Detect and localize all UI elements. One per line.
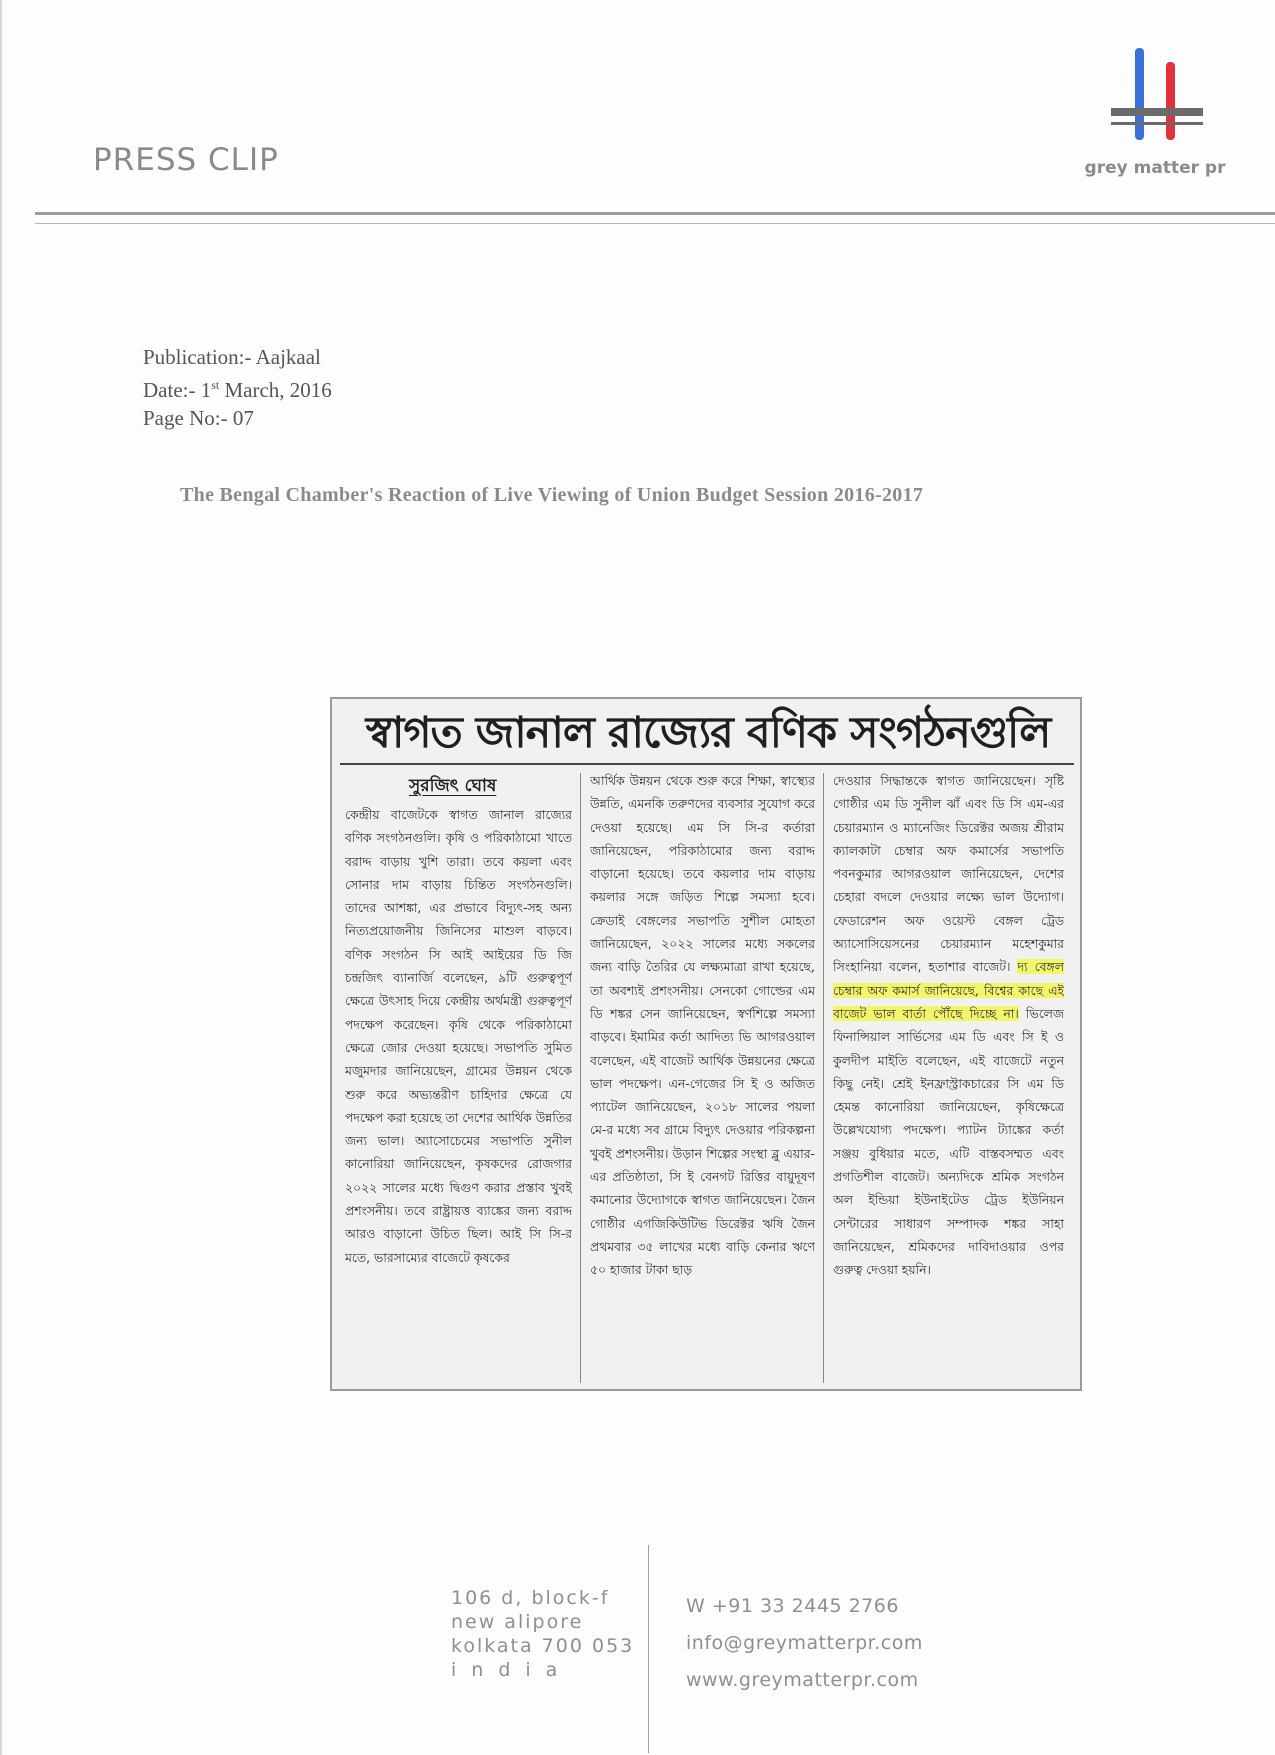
article-column-2 — [590, 769, 815, 1385]
highlighted-quote: দ্য বেঙ্গল চেম্বার অফ কমার্স জানিয়েছে, বিশ্বের কাছে এই বাজেট ভাল বার্তা পৌঁছে দিচ্ছে না। — [833, 959, 1064, 1021]
publication-meta — [143, 343, 332, 432]
grey-matter-logo-icon — [1108, 44, 1206, 154]
header-rule — [35, 212, 1275, 215]
column-3-text-b: ভিলেজ ফিনান্সিয়াল সার্ভিসের এম ডি এবং সি ই ও কুলদীপ মাইতি বলেছেন, এই বাজেটে নতুন কিছু নেই। শ্রেই ইনফ্রাস্ট্রাকচারের সি এম ডি হেমন্ত কানোরিয়া জানিয়েছেন, কৃষিক্ষেত্রে উল্লেখযোগ্য পদক্ষেপ। প্যাটন ট্যাঙ্কের কর্তা সঞ্জয় বুধিয়ার মতে, এটি বাস্তবসম্মত এবং প্রগতিশীল বাজেট। অন্যদিকে শ্রমিক সংগঠন অল ইন্ডিয়া ইউনাইটেড ট্রেড ইউনিয়ন সেন্টারের সাধারণ সম্পাদক শঙ্কর সাহা জানিয়েছেন, শ্রমিকদের দাবিদাওয়ার ওপর গুরুত্ব দেওয়া হয়নি। — [833, 1005, 1064, 1278]
address-line-3: kolkata 700 053 — [451, 1635, 635, 1657]
date-prefix: Date:- 1 — [143, 378, 212, 402]
clipping-headline: স্বাগত জানাল রাজ্যের বণিক সংগঠনগুলি — [365, 708, 1051, 758]
column-3-text-a: দেওয়ার সিদ্ধান্তকে স্বাগত জানিয়েছেন। সৃষ্টি গোষ্ঠীর এম ডি সুনীল ঝাঁ এবং ডি সি এম-এর চেয়ারম্যান ও ম্যানেজিং ডিরেক্টর অজয় শ্রীরাম ক্যালকাটা চেম্বার অফ কমার্সের সভাপতি পবনকুমার আগরওয়াল জানিয়েছেন, দেশের চেহারা বদলে দেওয়ার লক্ষ্যে ভাল উদ্যোগ। ফেডারেশন অফ ওয়েস্ট বেঙ্গল ট্রেড অ্যাসোসিয়েসনের চেয়ারম্যান মহেশকুমার সিংহানিয়া বলেন, হতাশার বাজেট। — [833, 773, 1064, 975]
date-sup: st — [211, 378, 220, 392]
clip-subject-title: The Bengal Chamber's Reaction of Live Viewing of Union Budget Session 2016-2017 — [180, 484, 924, 506]
column-2-text: আর্থিক উন্নয়ন থেকে শুরু করে শিক্ষা, স্বাস্থ্যের উন্নতি, এমনকি তরুণদের ব্যবসার সুযোগ করে দেওয়া হয়েছে। এম সি সি-র কর্তারা জানিয়েছেন, পরিকাঠামোর জন্য বরাদ্দ বাড়ানো হয়েছে। তবে কয়লার দাম বাড়ায় কয়লার সঙ্গে জড়িত শিল্পে সমস্যা হবে। ক্রেডাই বেঙ্গলের সভাপতি সুশীল মোহতা জানিয়েছেন, ২০২২ সালের মধ্যে সকলের জন্য বাড়ি তৈরির যে লক্ষ্যমাত্রা রাখা হয়েছে, তা অবশ্যই প্রশংসনীয়। সেনকো গোল্ডের এম ডি শঙ্কর সেন জানিয়েছেন, স্বর্ণশিল্পে সমস্যা বাড়বে। ইমামির কর্তা আদিত্য ভি আগরওয়াল বলেছেন, এই বাজেট আর্থিক উন্নয়নের ক্ষেত্রে ভাল পদক্ষেপ। এন-গেজের সি ই ও অজিত প্যাটেল জানিয়েছেন, ২০১৮ সালের পয়লা মে-র মধ্যে সব গ্রামে বিদ্যুৎ দেওয়ার পরিকল্পনা খুবই প্রশংসনীয়। উড়ান শিল্পের সংস্থা ব্লু এয়ার-এর প্রতিষ্ঠাতা, সি ই বেনগট রিত্তির বায়ুদূষণ কমানোর উদ্যোগকে স্বাগত জানিয়েছেন। জৈন গোষ্ঠীর এগজিকিউটিভ ডিরেক্টর ঋষি জৈন প্রথমবার ৩৫ লাখের মধ্যে বাড়ি কেনার ঋণে ৫০ হাজার টাকা ছাড় — [590, 773, 815, 1278]
column-divider — [823, 773, 824, 1383]
press-clip-label: PRESS CLIP — [93, 142, 279, 178]
date-suffix: March, 2016 — [219, 378, 332, 402]
article-column-3 — [833, 769, 1064, 1385]
article-column-1 — [345, 769, 572, 1389]
newspaper-clipping — [330, 697, 1082, 1391]
column-1-text: কেন্দ্রীয় বাজেটকে স্বাগত জানাল রাজ্যের বণিক সংগঠনগুলি। কৃষি ও পরিকাঠামো খাতে বরাদ্দ বাড়ায় খুশি তারা। তবে কয়লা এবং সোনার দাম বাড়ায় চিন্তিত সংগঠনগুলি। তাদের আশঙ্কা, এর প্রভাবে বিদ্যুৎ-সহ অন্য নিত্যপ্রয়োজনীয় জিনিসের মাশুল বাড়বে। বণিক সংগঠন সি আই আইয়ের ডি জি চন্দ্রজিৎ ব্যানার্জি বলেছেন, ৯টি গুরুত্বপূর্ণ ক্ষেত্রে উৎসাহ দিয়ে কেন্দ্রীয় অর্থমন্ত্রী গুরুত্বপূর্ণ পদক্ষেপ করেছেন। কৃষি থেকে পরিকাঠামো ক্ষেত্রে জোর দেওয়া হয়েছে। সভাপতি সুমিত মজুমদার জানিয়েছেন, গ্রামের উন্নয়ন থেকে শুরু করে অভ্যন্তরীণ চাহিদার ক্ষেত্রে যে পদক্ষেপ করা হয়েছে তা দেশের আর্থিক উন্নতির জন্য ভাল। অ্যাসোচেমের সভাপতি সুনীল কানোরিয়া জানিয়েছেন, কৃষকদের রোজগার ২০২২ সালের মধ্যে দ্বিগুণ করার প্রস্তাব খুবই প্রশংসনীয়। তবে রাষ্ট্রায়ত্ত ব্যাঙ্কের জন্য বরাদ্দ আরও বাড়ানো উচিত ছিল। আই সি সি-র মতে, ভারসাম্যের বাজেটে কৃষকের — [345, 807, 572, 1265]
publication-line: Publication:- Aajkaal — [143, 345, 321, 369]
phone-text: W +91 33 2445 2766 — [686, 1595, 899, 1617]
footer-address — [451, 1586, 634, 1682]
date-line — [143, 371, 332, 404]
address-line-2: new alipore — [451, 1611, 584, 1633]
header-rule-thin — [35, 223, 1275, 224]
footer-divider — [648, 1545, 649, 1753]
headline-rule — [340, 763, 1074, 765]
email-link[interactable]: info@greymatterpr.com — [686, 1632, 923, 1654]
scan-edge — [0, 0, 2, 1755]
website-link[interactable]: www.greymatterpr.com — [686, 1669, 919, 1691]
column-divider — [580, 773, 581, 1383]
address-line-1: 106 d, block-f — [451, 1587, 610, 1609]
logo-text: grey matter pr — [1084, 158, 1226, 178]
page-no-line: Page No:- 07 — [143, 406, 254, 430]
footer-contact — [686, 1588, 923, 1699]
byline: সুরজিৎ ঘোষ — [409, 776, 497, 796]
address-line-4: india — [451, 1659, 573, 1681]
